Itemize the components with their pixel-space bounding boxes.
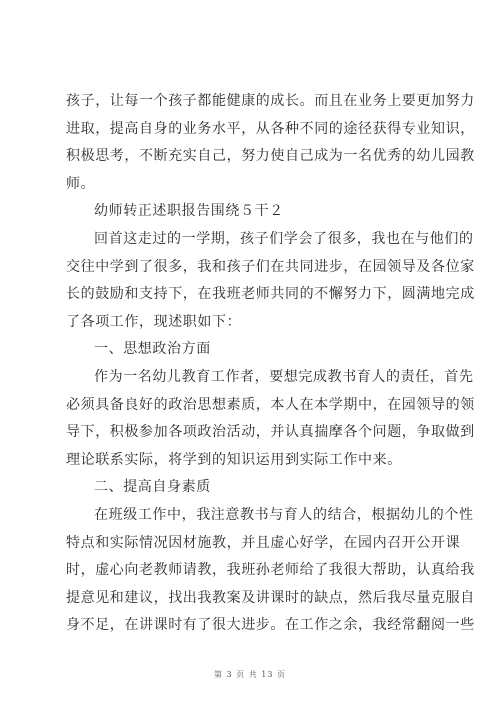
text-line: 交往中学到了很多，我和孩子们在共同进步，在园领导及各位家 bbox=[66, 258, 475, 275]
page-footer bbox=[0, 669, 500, 680]
text-line: 必须具备良好的政治思想素质，本人在本学期中，在园领导的领 bbox=[66, 396, 475, 413]
text-line: 了各项工作，现述职如下： bbox=[66, 313, 242, 330]
text-line: 时，虚心向老教师请教，我班孙老师给了我很大帮助，认真给我 bbox=[66, 562, 475, 579]
text-line: 在班级工作中，我注意教书与育人的结合，根据幼儿的个性 bbox=[94, 506, 474, 523]
page-number-label: 第 3 页 共 13 页 bbox=[214, 670, 286, 679]
text-line: 提意见和建议，找出我教案及讲课时的缺点，然后我尽量克服自 bbox=[66, 589, 475, 606]
text-line: 身不足，在讲课时有了很大进步。在工作之余，我经常翻阅一些 bbox=[66, 617, 475, 634]
text-line: 进取，提高自身的业务水平，从各种不同的途径获得专业知识， bbox=[66, 120, 475, 137]
section-heading: 幼师转正述职报告围绕５干２ bbox=[94, 203, 284, 220]
section-heading: 一、思想政治方面 bbox=[94, 341, 211, 358]
text-line: 长的鼓励和支持下，在我班老师共同的不懈努力下，圆满地完成 bbox=[66, 286, 475, 303]
text-line: 作为一名幼儿教育工作者，要想完成教书育人的责任，首先 bbox=[94, 368, 474, 385]
text-line: 理论联系实际，将学到的知识运用到实际工作中来。 bbox=[66, 451, 402, 468]
text-line: 孩子，让每一个孩子都能健康的成长。而且在业务上要更加努力 bbox=[66, 93, 475, 109]
text-line: 积极思考，不断充实自己，努力使自己成为一名优秀的幼儿园教 bbox=[66, 148, 475, 165]
section-heading: 二、提高自身素质 bbox=[94, 479, 211, 496]
text-line: 导下，积极参加各项政治活动，并认真揣摩各个问题，争取做到 bbox=[66, 424, 475, 441]
document-body bbox=[66, 88, 475, 640]
text-line: 特点和实际情况因材施教，并且虚心好学，在园内召开公开课 bbox=[66, 534, 461, 551]
text-line: 回首这走过的一学期，孩子们学会了很多，我也在与他们的 bbox=[94, 230, 474, 247]
text-line: 师。 bbox=[66, 175, 96, 192]
